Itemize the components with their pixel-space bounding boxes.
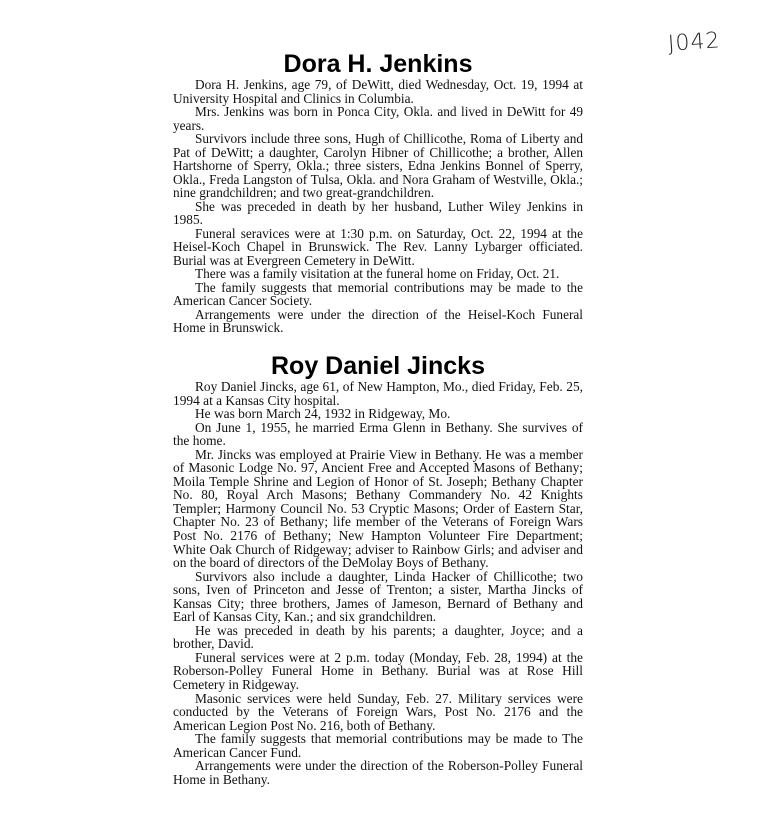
obituary-dora-jenkins [173, 50, 583, 335]
obituary-paragraph: Survivors include three sons, Hugh of Chillicothe, Roma of Liberty and Pat of DeWitt; a daughter, Carolyn Hibner of Chillicothe; a brother, Allen Hartshorne of Sperry, Okla.; three sisters, Edna Jenkins Bonnel of Sperry, Okla., Freda Langston of Tulsa, Okla. and Nora Graham of Westville, Okla.; nine grandchildren; and two great-grandchildren. [173, 131, 583, 200]
obituary-paragraph: He was born March 24, 1932 in Ridgeway, Mo. [195, 406, 451, 422]
obituary-paragraph: She was preceded in death by her husband, Luther Wiley Jenkins in 1985. [173, 198, 583, 227]
obituary-paragraph: Roy Daniel Jincks, age 61, of New Hampton, Mo., died Friday, Feb. 25, 1994 at a Kansas City hospital. [173, 379, 583, 408]
obituary-paragraph: Funeral seravices were at 1:30 p.m. on Saturday, Oct. 22, 1994 at the Heisel-Koch Chapel in Brunswick. The Rev. Lanny Lybarger officiated. Burial was at Evergreen Cemetery in DeWitt. [173, 225, 583, 268]
obituary-paragraph: Arrangements were under the direction of the Roberson-Polley Funeral Home in Bethany. [173, 758, 583, 787]
obituary-paragraph: Mr. Jincks was employed at Prairie View in Bethany. He was a member of Masonic Lodge No. 97, Ancient Free and Accepted Masons of Bethany; Moila Temple Shrine and Legion of Honor of St. Joseph; Bethany Chapter No. 80, Royal Arch Masons; Bethany Commandery No. 42 Knights Templer; Harmony Council No. 53 Cryptic Masons; Order of Eastern Star, Chapter No. 23 of Bethany; life member of the Veterans of Foreign Wars Post No. 2176 of Bethany; New Hampton Volunteer Fire Department; White Oak Church of Ridgeway; adviser to Rainbow Girls; and adviser and on the board of directors of the DeMolay Boys of Bethany. [173, 446, 583, 571]
handwritten-document-id: J042 [667, 28, 722, 57]
obituary-roy-jincks [173, 352, 583, 786]
obituary-paragraph: He was preceded in death by his parents; a daughter, Joyce; and a brother, David. [173, 622, 583, 652]
obituary-paragraph: Survivors also include a daughter, Linda Hacker of Chillicothe; two sons, Iven of Princeton and Jesse of Trenton; a sister, Martha Jincks of Kansas City; three brothers, James of Jameson, Bernard of Bethany and Earl of Kansas City, Kan.; and six grandchildren. [173, 568, 583, 625]
obituary-paragraph: Arrangements were under the direction of the Heisel-Koch Funeral Home in Brunswick. [173, 306, 583, 335]
obituary-paragraph: On June 1, 1955, he married Erma Glenn in Bethany. She survives of the home. [173, 419, 583, 449]
obituary-paragraph: There was a family visitation at the funeral home on Friday, Oct. 21. [195, 266, 560, 281]
obituary-paragraph: Funeral services were at 2 p.m. today (Monday, Feb. 28, 1994) at the Roberson-Polley Funeral Home in Bethany. Burial was at Rose Hill Cemetery in Ridgeway. [173, 649, 583, 693]
obituary-title: Dora H. Jenkins [283, 50, 473, 78]
obituary-paragraph: Masonic services were held Sunday, Feb. 27. Military services were conducted by the Veterans of Foreign Wars, Post No. 2176 and the American Legion Post No. 216, both of Bethany. [173, 690, 583, 733]
obituary-paragraph: Mrs. Jenkins was born in Ponca City, Okla. and lived in DeWitt for 49 years. [173, 104, 583, 133]
obituary-paragraph: Dora H. Jenkins, age 79, of DeWitt, died Wednesday, Oct. 19, 1994 at University Hospital and Clinics in Columbia. [173, 77, 583, 106]
obituary-paragraph: The family suggests that memorial contributions may be made to The American Cancer Fund. [173, 731, 583, 760]
obituary-paragraph: The family suggests that memorial contributions may be made to the American Cancer Society. [173, 279, 583, 308]
obituary-title: Roy Daniel Jincks [271, 352, 485, 380]
